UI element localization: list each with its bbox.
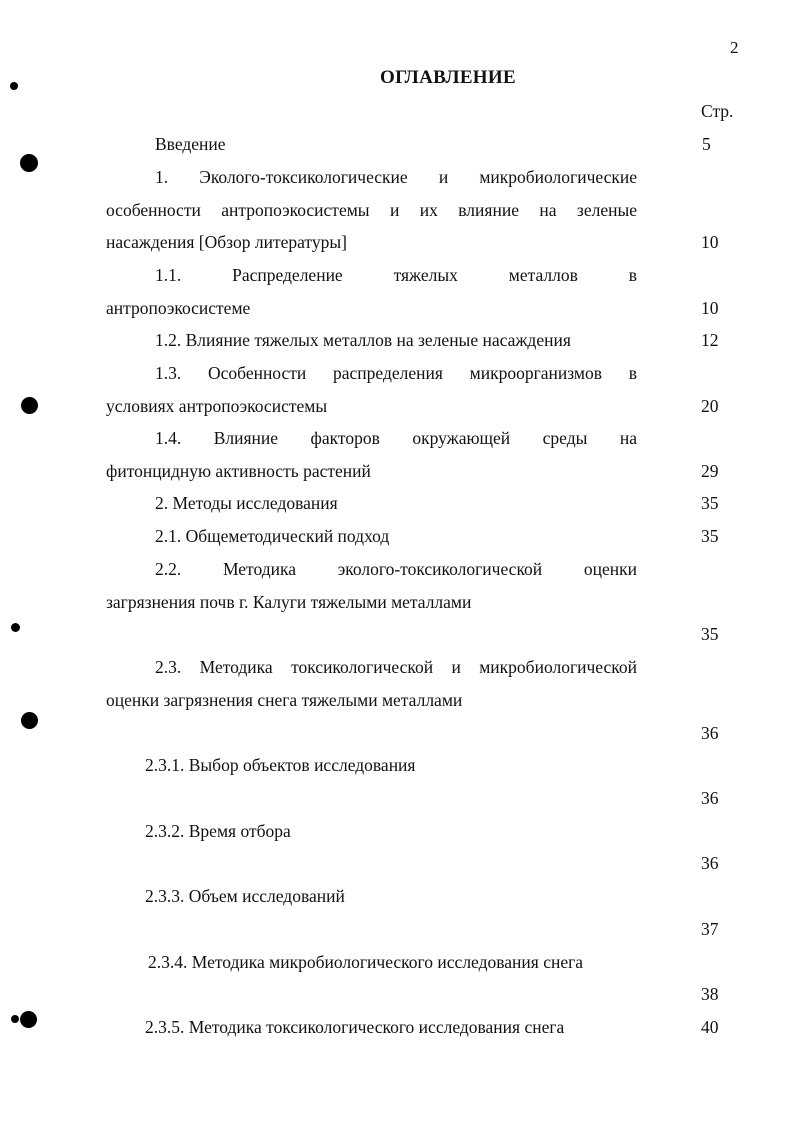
toc-page: 35	[701, 526, 719, 546]
punch-hole	[21, 397, 38, 414]
toc-entry-1-4-line1: 1.4. Влияние факторов окружающей среды на	[155, 428, 637, 448]
punch-hole	[20, 1011, 37, 1028]
toc-entry-1-1-line2: антропоэкосистеме	[106, 298, 251, 318]
toc-entry-2-2-line2: загрязнения почв г. Калуги тяжелыми металлами	[106, 592, 472, 612]
toc-page: 36	[701, 723, 719, 743]
toc-entry-2-3-5: 2.3.5. Методика токсикологического исследования снега	[145, 1017, 565, 1037]
toc-entry-2-1: 2.1. Общеметодический подход	[155, 526, 390, 546]
toc-page: 37	[701, 919, 719, 939]
toc-page: 36	[701, 788, 719, 808]
toc-entry-1-line3: насаждения [Обзор литературы]	[106, 232, 347, 252]
punch-hole	[11, 1015, 19, 1023]
toc-page: 36	[701, 853, 719, 873]
toc-entry-2: 2. Методы исследования	[155, 493, 338, 513]
toc-page: 12	[701, 330, 719, 350]
toc-page: 5	[702, 134, 711, 154]
toc-page: 38	[701, 984, 719, 1004]
toc-entry-intro: Введение	[155, 134, 226, 154]
page-title: ОГЛАВЛЕНИЕ	[380, 67, 516, 88]
toc-entry-2-3-1: 2.3.1. Выбор объектов исследования	[145, 755, 416, 775]
page-column-header: Стр.	[701, 101, 734, 121]
toc-page: 35	[701, 493, 719, 513]
punch-hole	[11, 623, 20, 632]
toc-entry-1-2: 1.2. Влияние тяжелых металлов на зеленые насаждения	[155, 330, 571, 350]
toc-page: 40	[701, 1017, 719, 1037]
toc-entry-2-2-line1: 2.2. Методика эколого-токсикологической оценки	[155, 559, 637, 579]
toc-entry-2-3-3: 2.3.3. Объем исследований	[145, 886, 345, 906]
punch-hole	[20, 154, 38, 172]
toc-entry-1-4-line2: фитонцидную активность растений	[106, 461, 371, 481]
toc-page: 10	[701, 298, 719, 318]
punch-hole	[10, 82, 18, 90]
toc-entry-2-3-4: 2.3.4. Методика микробиологического исследования снега	[148, 952, 584, 972]
toc-page: 29	[701, 461, 719, 481]
toc-entry-1-3-line2: условиях антропоэкосистемы	[106, 396, 328, 416]
toc-page: 10	[701, 232, 719, 252]
toc-entry-1-line2: особенности антропоэкосистемы и их влияние на зеленые	[106, 200, 637, 220]
toc-entry-2-3-line2: оценки загрязнения снега тяжелыми металлами	[106, 690, 463, 710]
toc-page: 35	[701, 624, 719, 644]
toc-entry-2-3-line1: 2.3. Методика токсикологической и микробиологической	[155, 657, 637, 677]
punch-hole	[21, 712, 38, 729]
toc-entry-2-3-2: 2.3.2. Время отбора	[145, 821, 291, 841]
toc-entry-1-1-line1: 1.1. Распределение тяжелых металлов в	[155, 265, 637, 285]
page-number: 2	[730, 38, 739, 57]
toc-page: 20	[701, 396, 719, 416]
toc-entry-1-3-line1: 1.3. Особенности распределения микроорганизмов в	[155, 363, 637, 383]
toc-entry-1-line1: 1. Эколого-токсикологические и микробиологические	[155, 167, 637, 187]
